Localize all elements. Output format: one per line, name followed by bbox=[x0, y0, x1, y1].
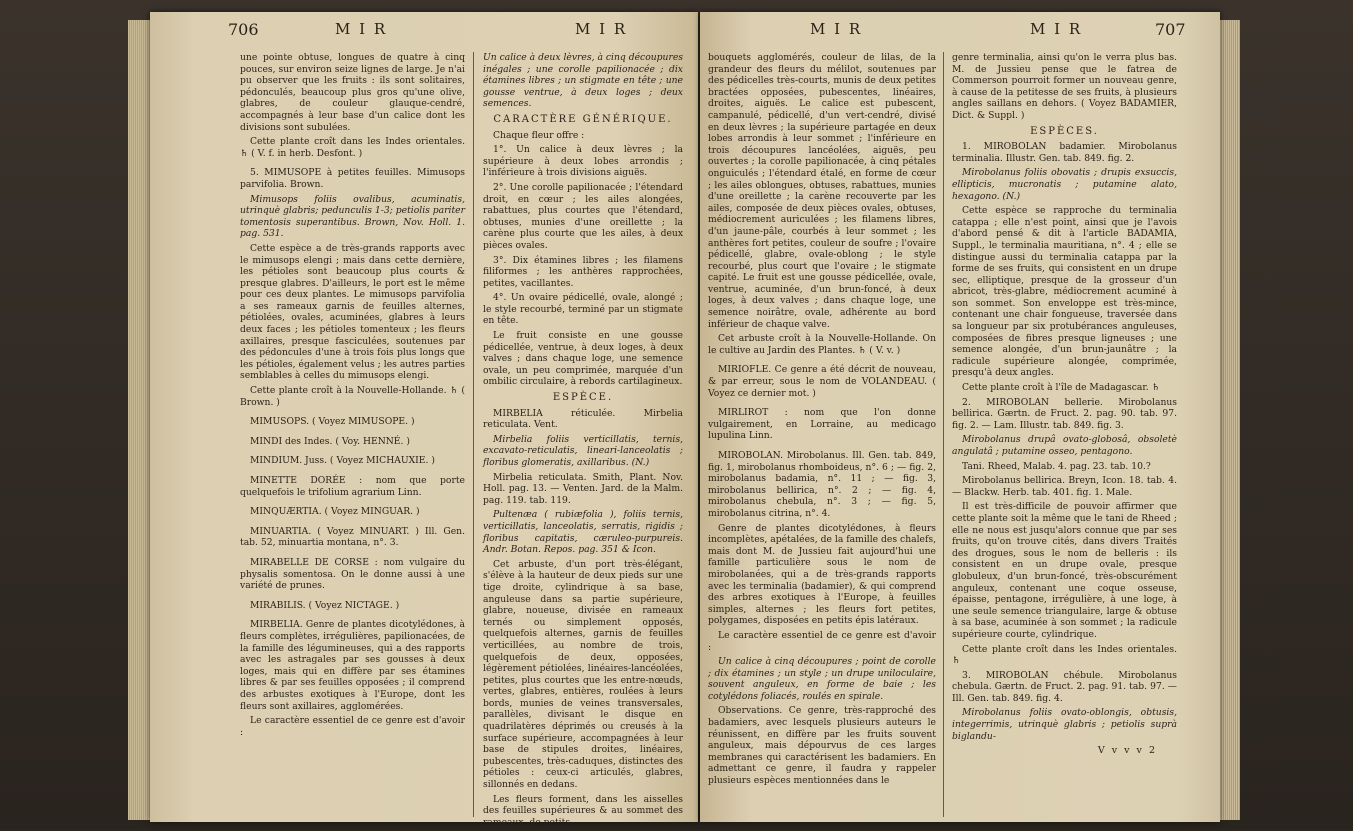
right-page-number: 707 bbox=[1155, 20, 1186, 39]
paragraph: Genre de plantes dicotylédones, à fleurs incomplètes, apétalées, de la famille des chalefs, mais dont M. de Jussieu fait aujourd'hui une famille particulière sous le nom de mirobolanées, qui a de très-grands rapports avec les terminalia (badamier), & qui comprend des arbres exotiques à l'Europe, à feuilles simples, alternes ; les fleurs fort petites, polygames, disposées en petits épis latéraux. bbox=[708, 522, 936, 627]
right-column-1 bbox=[708, 52, 936, 790]
signature-mark: V v v v 2 bbox=[1097, 745, 1157, 757]
paragraph: Cette plante croît dans les Indes orientales. ♄ bbox=[952, 643, 1177, 667]
paragraph: 4°. Un ovaire pédicellé, ovale, alongé ; le style recourbé, terminé par un stigmate en tête. bbox=[483, 292, 683, 327]
left-column-2 bbox=[483, 52, 683, 831]
right-running-head bbox=[700, 20, 1220, 44]
essential-character: Un calice à deux lèvres, à cinq découpures inégales ; une corolle papilionacée ; dix étamines libres ; un stigmate en tête ; une gousse ventrue, à deux loges ; deux semences. bbox=[483, 52, 683, 110]
entry-heading: MIRLIROT : nom que l'on donne vulgairement, en Lorraine, au medicago lupulina Linn. bbox=[708, 407, 936, 442]
paragraph: Mirbelia reticulata. Smith, Plant. Nov. Holl. pag. 13. — Venten. Jard. de la Malm. pag. 119. tab. 119. bbox=[483, 471, 683, 506]
entry-heading: MIRBELIA réticulée. Mirbelia reticulata. Vent. bbox=[483, 407, 683, 431]
section-heading: ESPÈCE. bbox=[552, 392, 614, 404]
entry-heading: MIROBOLAN. Mirobolanus. Ill. Gen. tab. 849, fig. 1, mirobolanus rhomboideus, n°. 6 ; — fig. 2, mirobolanus badamia, n°. 11 ; — fig. 3, mirobolanus bellirica, n°. 2 ; — fig. 4, mirobolanus chebula, n°. 3 ; — fig. 5, mirobolanus citrina, n°. 4. bbox=[708, 450, 936, 519]
left-column-1 bbox=[240, 52, 465, 741]
latin-diagnosis: Mirobolanus foliis obovatis ; drupis exsuccis, ellipticis, mucronatis ; putamine alato, hexagono. (N.) bbox=[952, 167, 1177, 202]
entry-heading: MIRABELLE DE CORSE : nom vulgaire du physalis somentosa. On le donne aussi à une variété de prunes. bbox=[240, 556, 465, 592]
entry-heading: MIMUSOPS. ( Voyez MIMUSOPE. ) bbox=[250, 416, 415, 428]
paragraph: Tani. Rheed, Malab. 4. pag. 23. tab. 10.? bbox=[962, 460, 1151, 472]
paragraph: Cet arbuste, d'un port très-élégant, s'élève à la hauteur de deux pieds sur une tige droite, cylindrique à sa base, anguleuse dans sa partie supérieure, glabre, noueuse, divisée en rameaux ternés ou simplement opposés, quelquefois alternes, garnis de feuilles verticillées, au nombre de trois, quelquefois de deux, opposées, légèrement pétiolées, linéaires-lancéolées, petites, plus courtes que les entre-nœuds, vertes, glabres, entières, roulées à leurs bords, munies de veines transversales, parallèles, divisant le disque en quadrilatères déprimés ou creusés à la surface supérieure, accompagnées à leur base de stipules droites, linéaires, pubescentes, très-caduques, distinctes des pétioles : ceux-ci articulés, glabres, sillonnés en dedans. bbox=[483, 558, 683, 791]
paragraph: Observations. Ce genre, très-rapproché des badamiers, avec lesquels plusieurs auteurs le réunissent, en diffère par les fruits souvent anguleux, mais dépourvus de ces larges membranes qui caractérisent les badamiers. En admettant ce genre, il faudra y rappeler plusieurs espèces mentionnées dans le bbox=[708, 705, 936, 787]
entry-heading: 2. MIROBOLAN bellerie. Mirobolanus bellirica. Gærtn. de Fruct. 2. pag. 90. tab. 97. fig. 2. — Lam. Illustr. tab. 849. fig. 3. bbox=[952, 396, 1177, 431]
paragraph: Chaque fleur offre : bbox=[493, 129, 585, 141]
paragraph: Cette plante croît à l'île de Madagascar. ♄ bbox=[962, 382, 1160, 394]
paragraph: Il est très-difficile de pouvoir affirmer que cette plante soit la même que le tani de Rheed ; elle ne nous est jusqu'alors connue que par ses fruits, qu'on trouve cités, dans divers Traités des drogues, sous le nom de belleris : ils consistent en un drupe ovale, presque globuleux, d'un brun-foncé, très-obscurément anguleux, contenant une coque osseuse, épaisse, pentagone, irrégulière, à une loge, à une seule semence triangulaire, large & obtuse à sa base, acuminée à son sommet ; la radicule supérieure courte, cylindrique. bbox=[952, 501, 1177, 640]
paragraph: Le caractère essentiel de ce genre est d'avoir : bbox=[240, 715, 465, 738]
left-column-rule bbox=[473, 52, 474, 817]
section-heading: ESPÈCES. bbox=[1030, 125, 1099, 137]
right-page-edges bbox=[1218, 20, 1240, 820]
paragraph: genre terminalia, ainsi qu'on le verra plus bas. M. de Jussieu pense que le fatrea de Commerson pourroit former un nouveau genre, à cause de la petitesse de ses fruits, à plusieurs angles saillans en dehors. ( Voyez BADAMIER, Dict. & Suppl. ) bbox=[952, 52, 1177, 121]
right-page bbox=[700, 12, 1220, 822]
left-page-edges bbox=[128, 20, 152, 820]
latin-diagnosis: Mirobolanus drupâ ovato-globosâ, obsoletè angulatâ ; putamine osseo, pentagono. bbox=[952, 434, 1177, 457]
right-column-rule bbox=[943, 52, 944, 817]
left-heading-col2: M I R bbox=[575, 20, 628, 38]
entry-heading: 5. MIMUSOPE à petites feuilles. Mimusops parvifolia. Brown. bbox=[240, 167, 465, 190]
entry-heading: MIRIOFLE. Ce genre a été décrit de nouveau, & par erreur, sous le nom de VOLANDEAU. ( Voyez ce dernier mot. ) bbox=[708, 364, 936, 399]
paragraph: une pointe obtuse, longues de quatre à cinq pouces, sur environ seize lignes de large. Je n'ai pu observer que les fruits : ils sont solitaires, pédonculés, beaucoup plus gros qu'une olive, glabres, de couleur glauque-cendré, accompagnés à leur base d'un calice dont les divisions sont subulées. bbox=[240, 52, 465, 133]
right-column-2 bbox=[952, 52, 1177, 757]
paragraph: Cette espèce se rapproche du terminalia catappa ; elle n'est point, ainsi que je l'avois d'abord pensé & dit à l'article BADAMIA, Suppl., le terminalia mauritiana, n°. 4 ; elle se distingue aussi du terminalia catappa par la forme de ses fruits, qui consistent en un drupe sec, elliptique, presque de la grosseur d'un abricot, très-glabre, médiocrement acuminé à son sommet. Son enveloppe est très-mince, contenant une chair fongueuse, traversée dans sa longueur par six protubérances anguleuses, composées de fibres presque ligneuses ; une semence alongée, d'un brun-jaunâtre ; la radicule supérieure alongée, comprimée, presqu'à deux angles. bbox=[952, 205, 1177, 379]
left-page-number: 706 bbox=[228, 20, 259, 39]
paragraph: Cette plante croît à la Nouvelle-Hollande. ♄ ( Brown. ) bbox=[240, 385, 465, 408]
paragraph: Cet arbuste croît à la Nouvelle-Hollande. On le cultive au Jardin des Plantes. ♄ ( V. v. ) bbox=[708, 333, 936, 356]
paragraph: Cette plante croît dans les Indes orientales. ♄ ( V. f. in herb. Desfont. ) bbox=[240, 136, 465, 159]
entry-heading: 1. MIROBOLAN badamier. Mirobolanus terminalia. Illustr. Gen. tab. 849. fig. 2. bbox=[952, 141, 1177, 164]
latin-diagnosis: Pultenæa ( rubiæfolia ), foliis ternis, verticillatis, lanceolatis, serratis, rigidis ; floribus capitatis, cæruleo-purpureis. Andr. Botan. Repos. pag. 351 & Icon. bbox=[483, 509, 683, 556]
paragraph: 3°. Dix étamines libres ; les filamens filiformes ; les anthères rapprochées, petites, vacillantes. bbox=[483, 254, 683, 289]
latin-diagnosis: Mirbelia foliis verticillatis, ternis, excavato-reticulatis, lineari-lanceolatis ; floribus glomeratis, axillaribus. (N.) bbox=[483, 433, 683, 468]
latin-diagnosis: Mirobolanus foliis ovato-oblongis, obtusis, integerrimis, utrinquè glabris ; petiolis suprà biglandu- bbox=[952, 707, 1177, 742]
paragraph: 2°. Une corolle papilionacée ; l'étendard droit, en cœur ; les ailes alongées, rabattues, plus courtes que l'étendard, obtuses, munies d'une oreillette ; la carène plus courte que les ailes, à deux pièces ovales. bbox=[483, 181, 683, 251]
entry-heading: MIRABILIS. ( Voyez NICTAGE. ) bbox=[250, 599, 400, 611]
right-heading-col2: M I R bbox=[1030, 20, 1083, 38]
paragraph: Cette espèce a de très-grands rapports avec le mimusops elengi ; mais dans cette dernière, les pétioles sont beaucoup plus courts & presque glabres. D'ailleurs, le port est le même pour ces deux plantes. Le mimusops parvifolia a ses rameaux garnis de feuilles alternes, pétiolées, ovales, acuminées, glabres à leurs deux faces ; les pétioles tomenteux ; les fleurs axillaires, presque fasciculées, soutenues par des pédoncules d'une à trois fois plus longs que les pétioles, également velus ; les autres parties semblables à celles du mimusops elengi. bbox=[240, 242, 465, 382]
entry-heading: 3. MIROBOLAN chébule. Mirobolanus chebula. Gærtn. de Fruct. 2. pag. 91. tab. 97. — Ill. Gen. tab. 849. fig. 4. bbox=[952, 669, 1177, 704]
entry-heading: MINETTE DORÉE : nom que porte quelquefois le trifolium agrarium Linn. bbox=[240, 475, 465, 498]
paragraph: bouquets agglomérés, couleur de lilas, de la grandeur des fleurs du mélilot, soutenues par des pédicelles très-courts, munis de deux petites bractées opposées, pubescentes, linéaires, droites, aiguës. Le calice est pubescent, campanulé, pédicellé, d'un vert-cendré, divisé en deux lèvres ; la supérieure partagée en deux lobes arrondis à leur sommet ; l'inférieure en trois découpures lancéolées, aiguës, peu ouvertes ; la corolle papilionacée, à cinq pétales onguiculés ; l'étendard étalé, en forme de cœur ; les ailes oblongues, obtuses, rabattues, munies d'une oreillette ; la carène recouverte par les ailes, composée de deux pièces ovales, obtuses, médiocrement auriculées ; les filamens libres, d'un jaune-pâle, courbés à leur sommet ; les anthères fort petites, couleur de soufre ; l'ovaire pédicellé, glabre, ovale-oblong ; le style recourbé, plus court que l'ovaire ; le stigmate capité. Le fruit est une gousse pédicellée, ovale, ventrue, acuminée, d'un brun-foncé, à deux loges, à deux valves ; dans chaque loge, une semence noirâtre, ovale, adhérente au bord inférieur de chaque valve. bbox=[708, 52, 936, 330]
entry-heading: MINDI des Indes. ( Voy. HENNÉ. ) bbox=[250, 435, 410, 447]
essential-character: Un calice à cinq découpures ; point de corolle ; dix étamines ; un style ; un drupe uniloculaire, souvent anguleux, en forme de baie ; les cotylédons foliacés, roulés en spirale. bbox=[708, 656, 936, 702]
entry-heading: MIRBELIA. Genre de plantes dicotylédones, à fleurs complètes, irrégulières, papilionacées, de la famille des légumineuses, qui a des rapports avec les astragales par ses gousses à deux loges, mais qui en diffère par ses étamines libres & par ses feuilles opposées ; il comprend des arbustes exotiques à l'Europe, dont les fleurs sont axillaires, agglomérées. bbox=[240, 619, 465, 712]
entry-heading: MINUARTIA. ( Voyez MINUART. ) Ill. Gen. tab. 52, minuartia montana, n°. 3. bbox=[240, 525, 465, 549]
left-page bbox=[150, 12, 698, 828]
entry-heading: MINQUÆRTIA. ( Voyez MINGUAR. ) bbox=[250, 506, 420, 518]
paragraph: 1°. Un calice à deux lèvres ; la supérieure à deux lobes arrondis ; l'inférieure à trois divisions aiguës. bbox=[483, 144, 683, 179]
paragraph: Le fruit consiste en une gousse pédicellée, ventrue, à deux loges, à deux valves ; dans chaque loge, une semence ovale, un peu comprimée, marquée d'un ombilic circulaire, à rebords cartilagineux. bbox=[483, 330, 683, 388]
paragraph: Les fleurs forment, dans les aisselles des feuilles supérieures & au sommet des rameaux, de petits bbox=[483, 793, 683, 828]
section-heading: CARACTÈRE GÉNÉRIQUE. bbox=[493, 113, 673, 125]
left-running-head bbox=[150, 20, 698, 44]
latin-diagnosis: Mimusops foliis ovalibus, acuminatis, utrinquè glabris; pedunculis 1-3; petiolis pariter tomentosis superantibus. Brown, Nov. Holl. 1. pag. 531. bbox=[240, 193, 465, 240]
left-heading-col1: M I R bbox=[335, 20, 388, 38]
paragraph: Le caractère essentiel de ce genre est d'avoir : bbox=[708, 629, 936, 653]
entry-heading: MINDIUM. Juss. ( Voyez MICHAUXIE. ) bbox=[250, 455, 435, 467]
paragraph: Mirobolanus bellirica. Breyn, Icon. 18. tab. 4. — Blackw. Herb. tab. 401. fig. 1. Male. bbox=[952, 475, 1177, 498]
right-heading-col1: M I R bbox=[810, 20, 863, 38]
